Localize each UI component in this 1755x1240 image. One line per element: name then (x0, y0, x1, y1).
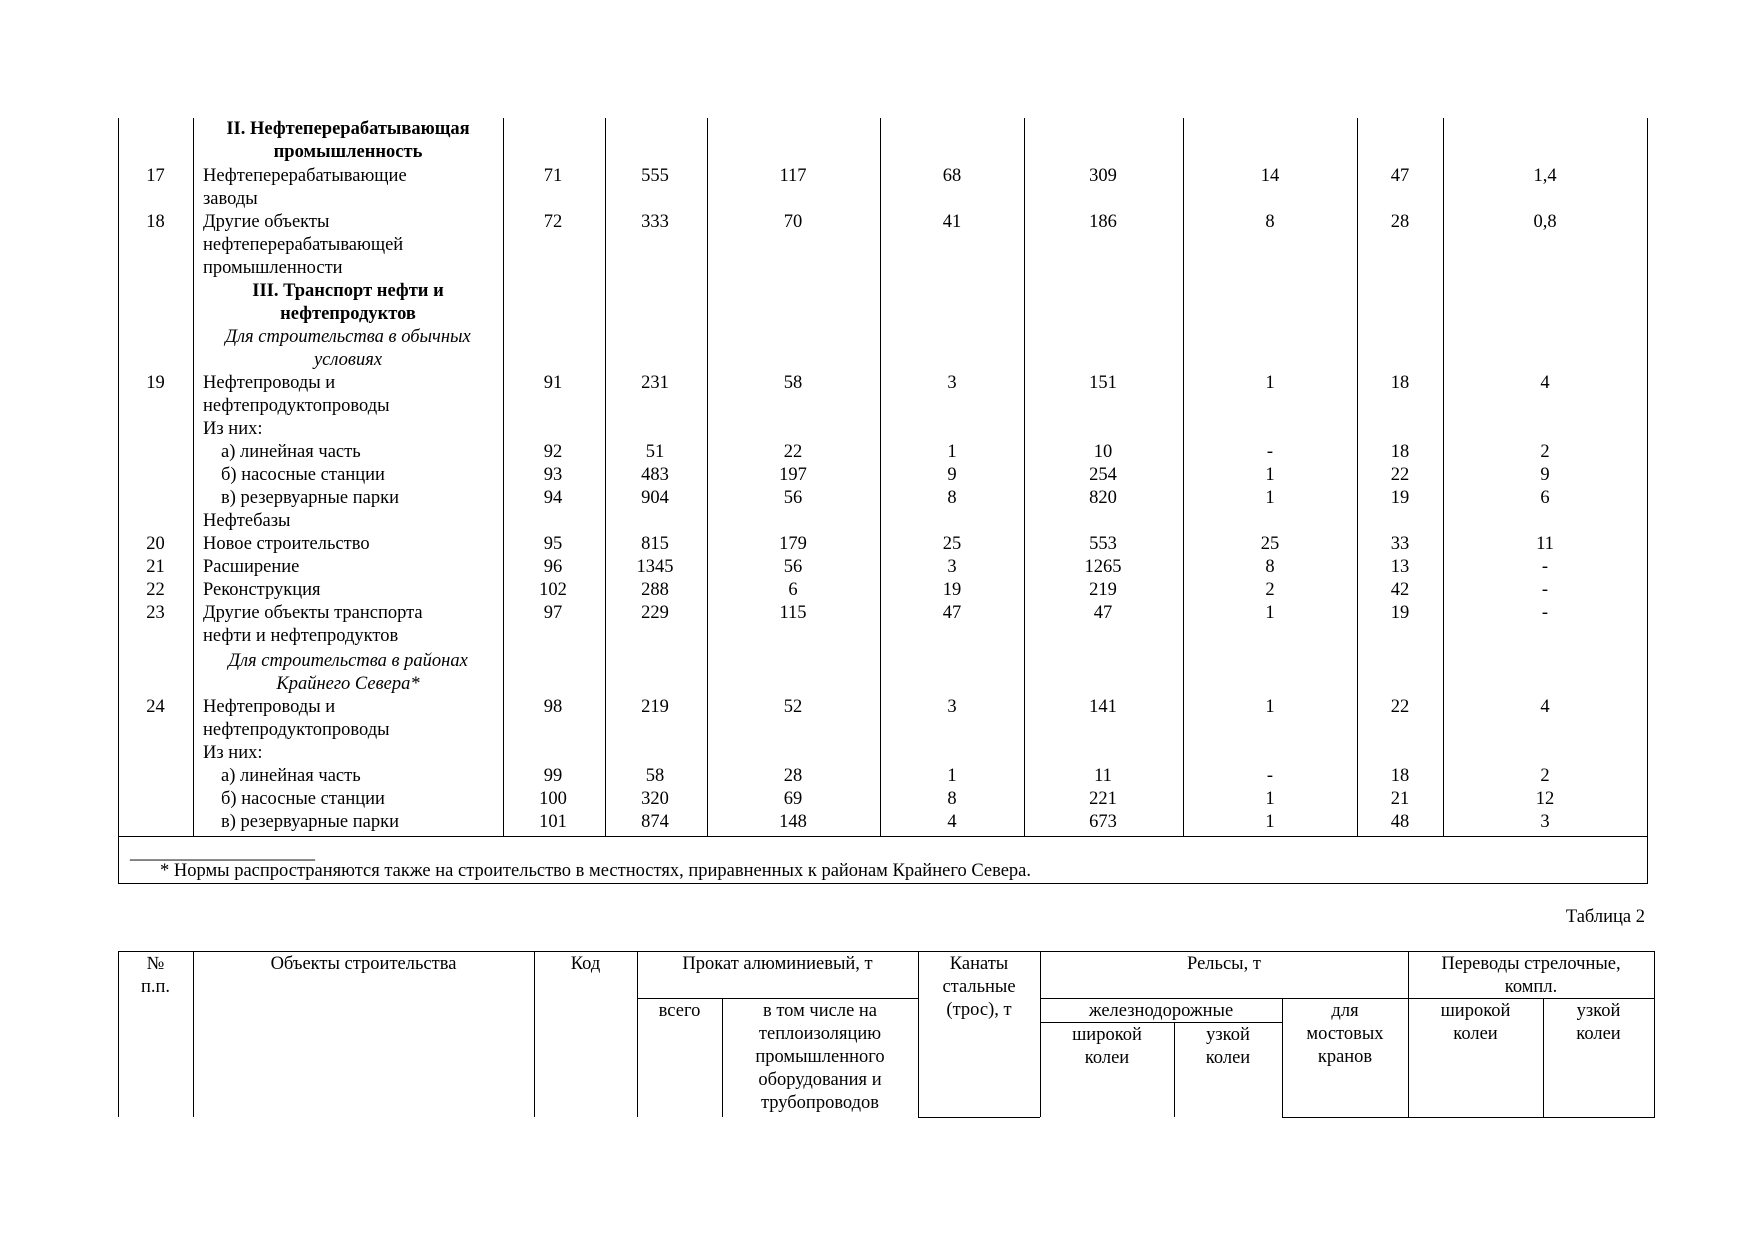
row-value: - (1541, 580, 1549, 600)
row-value: 94 (543, 488, 563, 508)
row-object-name (203, 696, 503, 742)
column-divider (1654, 951, 1655, 1117)
row-value: 58 (783, 373, 803, 393)
section-heading-line: промышленность (273, 142, 423, 162)
row-value: 91 (543, 373, 563, 393)
row-object-name-line: Другие объекты (203, 212, 330, 232)
header-rail-narrow (1174, 1024, 1282, 1070)
row-value: 48 (1390, 812, 1410, 832)
row-value: 58 (645, 766, 665, 786)
header-line: колеи (1084, 1048, 1130, 1068)
row-object-name-line: нефти и нефтепродуктов (203, 626, 399, 646)
header-line: широкой (1440, 1001, 1511, 1021)
row-object-name-line: б) насосные станции (221, 789, 385, 809)
column-divider (707, 118, 708, 836)
header-line: Переводы стрелочные, (1441, 954, 1621, 974)
row-object-name-line: в) резервуарные парки (221, 488, 399, 508)
row-value: 553 (1089, 534, 1117, 554)
row-object-name-line: а) линейная часть (221, 766, 361, 786)
row-value: - (1541, 557, 1549, 577)
header-aluminium-total: всего (658, 1001, 701, 1021)
row-object-name-line: Другие объекты транспорта (203, 603, 423, 623)
row-value: 555 (641, 166, 669, 186)
row-value: 3 (947, 373, 957, 393)
row-value: 229 (641, 603, 669, 623)
row-object-name-line: Из них: (203, 743, 263, 763)
column-divider (193, 118, 194, 836)
header-line: узкой (1576, 1001, 1621, 1021)
table-border-right (1647, 118, 1648, 884)
row-value: 25 (942, 534, 962, 554)
row-value: 21 (1390, 789, 1410, 809)
row-value: 69 (783, 789, 803, 809)
section-heading (193, 118, 503, 164)
row-object-name-line: Реконструкция (203, 580, 321, 600)
header-divider (918, 1117, 1040, 1118)
row-object-name-line: в) резервуарные парки (221, 812, 399, 832)
row-value: 483 (641, 465, 669, 485)
header-rail-wide (1040, 1024, 1174, 1070)
row-value: 1,4 (1533, 166, 1557, 186)
row-value: 96 (543, 557, 563, 577)
header-line: № (146, 954, 165, 974)
row-value: 11 (1094, 766, 1112, 786)
row-value: 151 (1089, 373, 1117, 393)
row-value: 25 (1260, 534, 1280, 554)
row-number: 24 (146, 697, 165, 717)
header-rails: Рельсы, т (1187, 954, 1261, 974)
column-divider (880, 118, 881, 836)
row-value: - (1266, 442, 1274, 462)
row-value: 8 (1265, 212, 1275, 232)
row-value: 47 (1093, 603, 1113, 623)
row-object-name (203, 556, 503, 579)
row-value: 28 (1390, 212, 1410, 232)
row-object-name (221, 441, 521, 464)
row-object-name-line: а) линейная часть (221, 442, 361, 462)
row-value: 6 (1540, 488, 1550, 508)
row-value: 47 (1390, 166, 1410, 186)
row-value: 102 (539, 580, 567, 600)
row-value: 9 (1540, 465, 1550, 485)
row-object-name (203, 211, 503, 280)
section-heading-line: II. Нефтеперерабатывающая (226, 119, 470, 139)
header-line: стальные (942, 977, 1016, 997)
row-value: 18 (1390, 373, 1410, 393)
row-value: 42 (1390, 580, 1410, 600)
row-value: 1 (1265, 697, 1275, 717)
row-value: 14 (1260, 166, 1280, 186)
row-value: 19 (1390, 603, 1410, 623)
row-value: 33 (1390, 534, 1410, 554)
subsection-heading (193, 326, 503, 372)
row-number: 22 (146, 580, 165, 600)
row-value: 56 (783, 488, 803, 508)
section-heading-line: нефтепродуктов (280, 304, 416, 324)
row-value: 97 (543, 603, 563, 623)
row-object-name (203, 372, 503, 418)
row-value: - (1541, 603, 1549, 623)
row-object-name (203, 165, 503, 211)
header-line: широкой (1072, 1025, 1142, 1045)
row-value: 221 (1089, 789, 1117, 809)
row-value: 4 (947, 812, 957, 832)
row-value: 71 (543, 166, 563, 186)
row-value: 18 (1390, 442, 1410, 462)
row-value: 10 (1093, 442, 1113, 462)
header-aluminium: Прокат алюминиевый, т (682, 954, 873, 974)
row-object-name (221, 464, 521, 487)
footnote: * Нормы распространяются также на строительство в местностях, приравненных к районам Крайнего Севера. (160, 861, 1032, 881)
row-value: 51 (645, 442, 665, 462)
row-value: 13 (1390, 557, 1410, 577)
header-line: мостовых (1306, 1024, 1384, 1044)
table-border-bottom (118, 883, 1648, 884)
row-object-name-line: Расширение (203, 557, 300, 577)
row-value: 47 (942, 603, 962, 623)
header-line: колеи (1205, 1048, 1251, 1068)
row-value: 9 (947, 465, 957, 485)
row-number: 20 (146, 534, 165, 554)
row-value: 3 (1540, 812, 1550, 832)
row-object-name (203, 742, 503, 765)
row-object-name (221, 765, 521, 788)
row-value: 2 (1540, 442, 1550, 462)
row-object-name (203, 602, 503, 648)
header-line: оборудования и (758, 1070, 882, 1090)
row-object-name (221, 788, 521, 811)
header-line: колеи (1453, 1024, 1498, 1044)
row-object-name-line: Нефтепроводы и (203, 373, 336, 393)
header-switch-narrow (1543, 1000, 1654, 1046)
header-line: узкой (1206, 1025, 1250, 1045)
row-value: 99 (543, 766, 563, 786)
row-object-name (203, 418, 503, 441)
column-divider (1183, 118, 1184, 836)
row-value: 101 (539, 812, 567, 832)
row-value: 19 (942, 580, 962, 600)
header-switches (1408, 953, 1654, 999)
row-value: 1 (1265, 373, 1275, 393)
row-value: 19 (1390, 488, 1410, 508)
row-value: 820 (1089, 488, 1117, 508)
row-value: 8 (947, 488, 957, 508)
row-number: 17 (146, 166, 165, 186)
row-object-name-line: Нефтепроводы и (203, 697, 336, 717)
subsection-heading-line: Для строительства в обычных (225, 327, 471, 347)
row-object-name-line: промышленности (203, 258, 343, 278)
section-heading (193, 280, 503, 326)
row-value: 1 (1265, 488, 1275, 508)
row-number: 18 (146, 212, 165, 232)
row-object-name (221, 811, 521, 834)
row-object-name-line: Из них: (203, 419, 263, 439)
row-value: 0,8 (1533, 212, 1557, 232)
header-line: в том числе на (762, 1001, 878, 1021)
row-value: 100 (539, 789, 567, 809)
row-value: 1345 (636, 557, 674, 577)
row-value: 231 (641, 373, 669, 393)
row-value: 197 (779, 465, 807, 485)
row-value: 815 (641, 534, 669, 554)
row-value: 141 (1089, 697, 1117, 717)
row-value: 3 (947, 557, 957, 577)
row-value: 41 (942, 212, 962, 232)
row-value: 117 (779, 166, 807, 186)
header-cranes (1282, 1000, 1408, 1069)
section-heading-line: III. Транспорт нефти и (252, 281, 444, 301)
row-object-name-line: нефтепродуктопроводы (203, 720, 390, 740)
row-object-name (203, 510, 503, 533)
row-value: 1 (1265, 789, 1275, 809)
row-object-name (221, 487, 521, 510)
row-number: 21 (146, 557, 165, 577)
row-value: 219 (1089, 580, 1117, 600)
row-value: 72 (543, 212, 563, 232)
row-value: 8 (947, 789, 957, 809)
subsection-heading-line: условиях (313, 350, 383, 370)
row-value: 92 (543, 442, 563, 462)
row-value: 309 (1089, 166, 1117, 186)
row-value: 12 (1535, 789, 1555, 809)
column-divider (1024, 118, 1025, 836)
row-value: 219 (641, 697, 669, 717)
header-num (118, 953, 193, 999)
header-line: теплоизоляцию (758, 1024, 882, 1044)
table-border-top (118, 951, 1655, 952)
row-value: 1 (947, 442, 957, 462)
header-line: колеи (1576, 1024, 1621, 1044)
row-object-name-line: заводы (203, 189, 258, 209)
header-line: (трос), т (946, 1000, 1012, 1020)
row-number: 19 (146, 373, 165, 393)
header-line: кранов (1317, 1047, 1373, 1067)
row-value: 288 (641, 580, 669, 600)
row-value: 28 (783, 766, 803, 786)
header-ropes (918, 953, 1040, 1022)
row-value: 95 (543, 534, 563, 554)
header-switch-wide (1408, 1000, 1543, 1046)
row-value: 11 (1536, 534, 1554, 554)
row-value: 22 (1390, 697, 1410, 717)
row-value: 1 (1265, 812, 1275, 832)
row-value: 4 (1540, 697, 1550, 717)
row-object-name-line: нефтепродуктопроводы (203, 396, 390, 416)
row-value: - (1266, 766, 1274, 786)
row-value: 93 (543, 465, 563, 485)
header-aluminium-insulation (722, 1000, 918, 1115)
row-value: 148 (779, 812, 807, 832)
row-value: 68 (942, 166, 962, 186)
row-value: 179 (779, 534, 807, 554)
row-value: 904 (641, 488, 669, 508)
row-object-name-line: Нефтеперерабатывающие (203, 166, 407, 186)
header-line: для (1331, 1001, 1359, 1021)
row-value: 1 (1265, 465, 1275, 485)
header-line: Канаты (949, 954, 1009, 974)
row-value: 98 (543, 697, 563, 717)
row-value: 18 (1390, 766, 1410, 786)
footnote-rule: ____________________ (130, 843, 315, 863)
row-value: 186 (1089, 212, 1117, 232)
row-value: 673 (1089, 812, 1117, 832)
row-value: 70 (783, 212, 803, 232)
row-value: 333 (641, 212, 669, 232)
row-object-name-line: Новое строительство (203, 534, 370, 554)
header-line: промышленного (755, 1047, 885, 1067)
row-value: 22 (783, 442, 803, 462)
row-value: 1 (1265, 603, 1275, 623)
subsection-heading-line: Для строительства в районах (228, 651, 468, 671)
header-objects: Объекты строительства (270, 954, 457, 974)
header-code: Код (570, 954, 601, 974)
row-value: 874 (641, 812, 669, 832)
footnote-separator (118, 836, 1648, 837)
header-divider (637, 998, 918, 999)
row-value: 6 (788, 580, 798, 600)
row-value: 115 (779, 603, 807, 623)
subsection-heading (193, 650, 503, 696)
row-number: 23 (146, 603, 165, 623)
row-object-name (203, 579, 503, 602)
row-value: 1 (947, 766, 957, 786)
row-object-name-line: Нефтебазы (203, 511, 291, 531)
header-line: п.п. (140, 977, 171, 997)
table-label: Таблица 2 (1565, 907, 1645, 927)
row-value: 52 (783, 697, 803, 717)
header-railway: железнодорожные (1088, 1001, 1234, 1021)
row-value: 3 (947, 697, 957, 717)
row-value: 254 (1089, 465, 1117, 485)
row-value: 8 (1265, 557, 1275, 577)
row-value: 2 (1540, 766, 1550, 786)
row-value: 320 (641, 789, 669, 809)
row-value: 4 (1540, 373, 1550, 393)
row-value: 1265 (1084, 557, 1122, 577)
row-value: 56 (783, 557, 803, 577)
header-line: трубопроводов (760, 1093, 880, 1113)
header-divider (1282, 1117, 1655, 1118)
row-value: 22 (1390, 465, 1410, 485)
row-object-name (203, 533, 503, 556)
row-value: 2 (1265, 580, 1275, 600)
row-object-name-line: нефтеперерабатывающей (203, 235, 404, 255)
row-object-name-line: б) насосные станции (221, 465, 385, 485)
header-line: компл. (1504, 977, 1558, 997)
subsection-heading-line: Крайнего Севера* (276, 674, 420, 694)
